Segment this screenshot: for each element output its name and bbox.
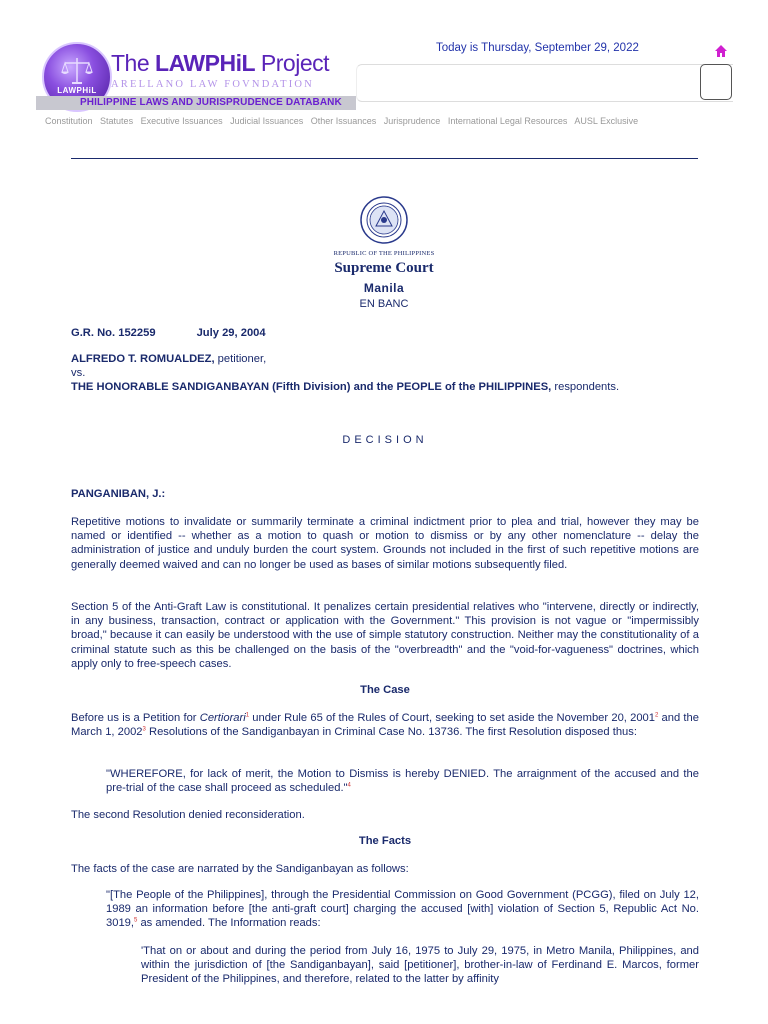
footnote-1-link[interactable]: 1 — [245, 712, 250, 719]
nav-statutes[interactable]: Statutes — [100, 116, 134, 126]
databank-label: PHILIPPINE LAWS AND JURISPRUDENCE DATABANK — [80, 97, 342, 108]
heading-the-facts: The Facts — [358, 835, 412, 847]
search-button[interactable] — [700, 64, 732, 100]
footnote-3-link[interactable]: 3 — [142, 726, 146, 733]
heading-the-case: The Case — [360, 684, 410, 696]
title-brand: LAWPHiL — [155, 50, 256, 76]
paragraph-3 — [71, 711, 699, 739]
quote-3: 'That on or about and during the period from July 16, 1975 to July 29, 1975, in Metro Manila, Philippines, and within the jurisdiction of [the Sandiganbayan], said [petitioner], brother-in-law of Ferdinand E. Marcos, former President of the Philippines, and therefore, related to the latter by affinity — [141, 945, 699, 986]
search-input[interactable] — [356, 64, 733, 102]
supreme-court-seal-icon — [360, 196, 408, 244]
paragraph-5: The facts of the case are narrated by the Sandiganbayan as follows: — [71, 863, 409, 875]
scales-of-justice-icon — [60, 56, 94, 86]
case-date: July 29, 2004 — [196, 327, 266, 339]
nav-constitution[interactable]: Constitution — [45, 116, 93, 126]
footnote-5-link[interactable]: 5 — [134, 917, 138, 924]
paragraph-4: The second Resolution denied reconsideration. — [71, 809, 305, 821]
court-city: Manila — [363, 281, 405, 295]
nav-judicial-issuances[interactable]: Judicial Issuances — [230, 116, 304, 126]
republic-label: REPUBLIC OF THE PHILIPPINES — [333, 250, 435, 257]
logo-mini-text: LAWPHiL — [57, 86, 97, 95]
respondent-line — [71, 380, 699, 394]
paragraph-2: Section 5 of the Anti-Graft Law is constitutional. It penalizes certain presidential relatives who "intervene, directly or indirectly, in any business, transaction, contract or application with the Government." This provision is not vague or "impermissibly broad," because it can easily be understood with the use of simple statutory construction. Neither may the constitutionality of a criminal statute such as this be challenged on the basis of the "overbreadth" and the "void-for-vagueness" doctrines, which apply only to free-speech cases. — [71, 601, 699, 670]
p3-part-a: Before us is a Petition for — [71, 712, 200, 724]
respondent-name: THE HONORABLE SANDIGANBAYAN (Fifth Division) and the PEOPLE of the PHILIPPINES, — [71, 381, 552, 393]
home-icon[interactable] — [714, 44, 728, 58]
title-suffix: Project — [255, 50, 330, 76]
decision-heading: DECISION — [342, 434, 428, 446]
footnote-2-link[interactable]: 2 — [655, 712, 659, 719]
p3-part-c: and the March 1, 2002 — [71, 712, 699, 739]
title-prefix: The — [111, 50, 156, 76]
quote-1-text: "WHEREFORE, for lack of merit, the Motion to Dismiss is hereby DENIED. The arraignment of the accused and the pre-trial of the case shall proceed as scheduled." — [106, 768, 699, 795]
nav-international-legal-resources[interactable]: International Legal Resources — [447, 116, 568, 126]
nav-executive-issuances[interactable]: Executive Issuances — [140, 116, 223, 126]
court-name: Supreme Court — [334, 260, 434, 276]
p3-part-d: Resolutions of the Sandiganbayan in Criminal Case No. 13736. The first Resolution disposed thus: — [145, 726, 637, 739]
ponente: PANGANIBAN, J.: — [71, 488, 166, 500]
petitioner-line — [71, 352, 699, 366]
court-division: EN BANC — [359, 298, 409, 310]
p3-certiorari: Certiorari — [199, 712, 246, 724]
quote-1 — [106, 767, 699, 795]
site-subtitle: ARELLANO LAW FOVNDATION — [111, 79, 314, 90]
nav-jurisprudence[interactable]: Jurisprudence — [383, 116, 441, 126]
today-date: Today is Thursday, September 29, 2022 — [436, 42, 639, 54]
main-nav — [45, 116, 643, 126]
p3-part-b: under Rule 65 of the Rules of Court, seeking to set aside the November 20, 2001 — [249, 712, 655, 724]
gr-number: G.R. No. 152259 — [71, 327, 156, 339]
header-divider — [71, 158, 698, 159]
site-title[interactable] — [111, 50, 329, 77]
nav-ausl-exclusive[interactable]: AUSL Exclusive — [574, 116, 639, 126]
footnote-4-link[interactable]: 4 — [347, 782, 351, 789]
case-number-line — [71, 326, 699, 340]
paragraph-1: Repetitive motions to invalidate or summarily terminate a criminal indictment prior to plea and trial, however they may be named or identified -- whether as a motion to quash or motion to dismiss or by any other nomenclature -- delay the administration of justice and unduly burden the court system. Grounds not included in the first of such repetitive motions are generally deemed waived and can no longer be used as bases of similar motions subsequently filed. — [71, 516, 699, 571]
quote-2-part-a: "[The People of the Philippines], through the Presidential Commission on Good Government (PCGG), filed on July 12, 1989 an information before [the anti-graft court] charging the accused [with] violation of Section 5, Republic Act No. 3019, — [106, 889, 699, 930]
petitioner-role: petitioner, — [214, 353, 267, 365]
quote-2 — [106, 888, 699, 931]
respondent-role: respondents. — [551, 381, 620, 393]
quote-2-part-b: as amended. The Information reads: — [137, 917, 321, 930]
petitioner-name: ALFREDO T. ROMUALDEZ, — [71, 353, 215, 365]
nav-other-issuances[interactable]: Other Issuances — [310, 116, 377, 126]
site-header — [0, 0, 768, 135]
databank-band — [36, 96, 356, 110]
versus: vs. — [71, 367, 86, 379]
